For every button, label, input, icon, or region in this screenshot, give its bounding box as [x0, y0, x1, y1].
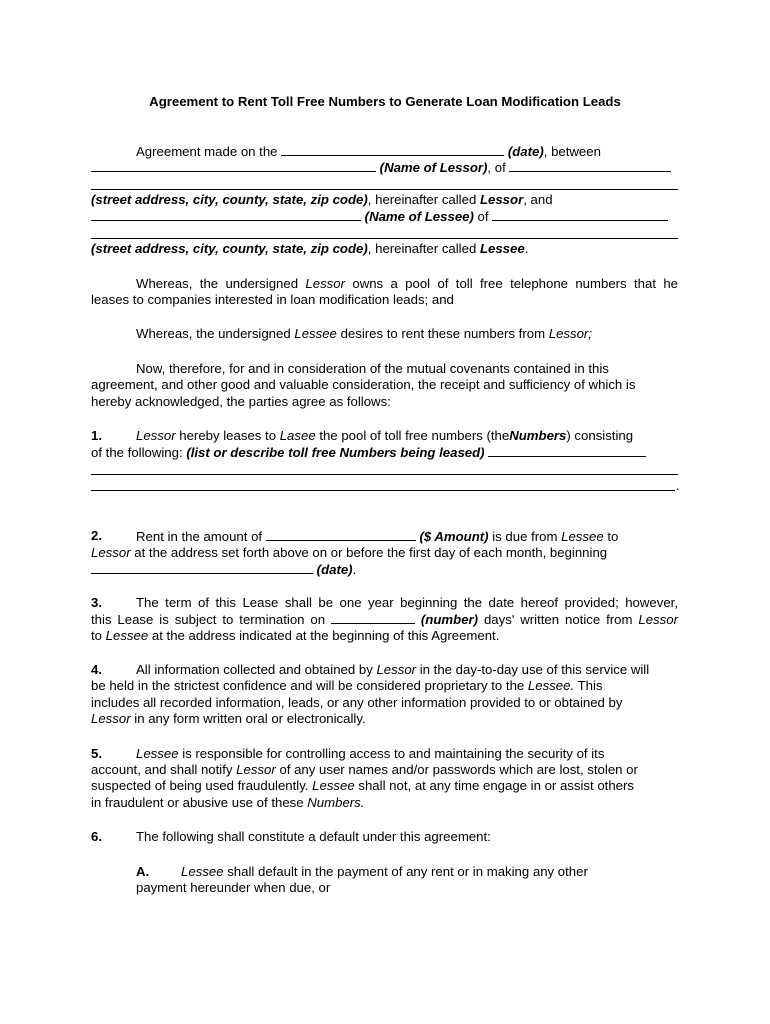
lessor-address-blank [509, 159, 671, 172]
section-3-line-2 [91, 611, 678, 628]
lessee-name-blank [91, 208, 361, 221]
lessor-term: Lessor [236, 762, 276, 777]
text: of [477, 209, 489, 224]
lessor-term: Lessor [91, 711, 131, 726]
section-6-number: 6. [91, 829, 102, 844]
lessor-term: Lessor [91, 545, 131, 560]
text: be held in the strictest confidence and will be considered proprietary to the [91, 678, 525, 693]
section-1-line-2 [91, 444, 646, 461]
notice-days-blank [331, 611, 415, 624]
now-line-3: hereby acknowledged, the parties agree as follows: [91, 394, 391, 409]
text: suspected of being used fraudulently. [91, 778, 309, 793]
lessee-term: Lessee [479, 241, 525, 256]
lessee-term: Lessee [105, 628, 149, 643]
text: is responsible for controlling access to and maintaining the security of its [182, 746, 605, 761]
intro-line-2 [91, 159, 671, 176]
lessor-term: Lessor; [548, 326, 592, 341]
start-date-blank [91, 561, 313, 574]
text: . [352, 562, 357, 577]
lessee-address-line [91, 238, 678, 239]
numbers-term: Numbers. [307, 795, 365, 810]
text: , between [543, 144, 601, 159]
text: shall not, at any time engage in or assist others [358, 778, 634, 793]
numbers-list-blank [488, 444, 646, 457]
section-4-line-4 [91, 711, 366, 727]
numbers-list-label: (list or describe toll free Numbers being leased) [186, 445, 485, 460]
text: This [577, 678, 603, 693]
subsection-a-line-2: payment hereunder when due, or [136, 880, 331, 895]
lessee-term: Lessee [294, 326, 337, 341]
text: in fraudulent or abusive use of these [91, 795, 304, 810]
lessor-term: Lessor [479, 192, 524, 207]
text: shall default in the payment of any rent or in making any other [227, 864, 588, 879]
lessor-term: Lessor [638, 612, 678, 627]
text: at the address set forth above on or before the first day of each month, beginning [134, 545, 608, 560]
now-line-1: Now, therefore, for and in consideration of the mutual covenants contained in this [136, 361, 609, 376]
lessee-term: Lessee [561, 529, 604, 544]
section-1-end: . [676, 478, 680, 493]
text: Agreement made on the [136, 144, 278, 159]
lessee-name-label: (Name of Lessee) [364, 209, 474, 224]
text: to [91, 628, 102, 643]
lessee-term: Lessee [181, 864, 224, 879]
numbers-list-line-1 [91, 474, 678, 475]
text: , hereinafter called [367, 241, 477, 256]
section-3-number: 3. [91, 595, 102, 610]
text: . [524, 241, 529, 256]
section-4-line-3: includes all recorded information, leads, or any other information provided to or obtained by [91, 695, 623, 710]
text: in any form written oral or electronically. [134, 711, 366, 726]
text: of any user names and/or passwords which are lost, stolen or [279, 762, 638, 777]
text: this Lease is subject to termination on [91, 612, 326, 627]
text: days' written notice from [483, 612, 633, 627]
date-label: (date) [316, 562, 353, 577]
section-2-line-3 [91, 561, 356, 578]
now-line-2: agreement, and other good and valuable consideration, the receipt and sufficiency of which is [91, 377, 636, 392]
text: Whereas, the undersigned [136, 276, 299, 291]
section-2-number: 2. [91, 528, 102, 543]
section-5-line-1 [136, 746, 604, 762]
subsection-a-line-1 [181, 864, 588, 880]
whereas1-line-2: leases to companies interested in loan modification leads; and [91, 292, 454, 307]
intro-line-3 [91, 192, 553, 208]
section-5-line-3 [91, 778, 634, 794]
lessor-name-blank [91, 159, 376, 172]
document-title: Agreement to Rent Toll Free Numbers to Generate Loan Modification Leads [149, 94, 621, 109]
text: at the address indicated at the beginning of this Agreement. [151, 628, 500, 643]
lessee-term: Lessee [136, 746, 179, 761]
section-4-line-2 [91, 678, 602, 694]
section-4-line-1 [136, 662, 649, 678]
text: of the following: [91, 445, 183, 460]
whereas1-line-1 [136, 276, 678, 292]
section-3-line-1: The term of this Lease shall be one year beginning the date hereof provided; however, [136, 595, 678, 610]
text: , hereinafter called [367, 192, 477, 207]
text: , of [487, 160, 506, 175]
lessor-term: Lessor [136, 428, 176, 443]
text: Rent in the amount of [136, 529, 263, 544]
section-2-line-1 [136, 528, 618, 545]
address-label: (street address, city, county, state, zip code) [91, 241, 368, 256]
text: the pool of toll free numbers (the [319, 428, 510, 443]
section-4-number: 4. [91, 662, 102, 677]
section-3-line-3 [91, 628, 499, 644]
subsection-a-letter: A. [136, 864, 150, 879]
text: ) consisting [566, 428, 634, 443]
date-blank [281, 143, 504, 156]
lessee-address-blank [492, 208, 668, 221]
intro-line-1 [136, 143, 601, 160]
text: to [607, 529, 619, 544]
section-5-line-4 [91, 795, 364, 811]
lessor-address-line [91, 189, 678, 190]
text: owns a pool of toll free telephone numbers that he [352, 276, 679, 291]
text: , and [523, 192, 553, 207]
text: in the day-to-day use of this service will [419, 662, 650, 677]
text: desires to rent these numbers from [340, 326, 546, 341]
lessor-term: Lessor [305, 276, 345, 291]
lessor-name-label: (Name of Lessor) [379, 160, 488, 175]
intro-line-5 [91, 241, 528, 257]
section-1-number: 1. [91, 428, 102, 443]
text: account, and shall notify [91, 762, 233, 777]
text: hereby leases to [179, 428, 277, 443]
address-label: (street address, city, county, state, zip code) [91, 192, 368, 207]
lessee-term: Lessee [312, 778, 355, 793]
date-label: (date) [507, 144, 544, 159]
text: All information collected and obtained by [136, 662, 373, 677]
section-1-line-1 [136, 428, 633, 444]
amount-blank [266, 528, 416, 541]
section-5-line-2 [91, 762, 638, 778]
lessee-term: Lessee. [527, 678, 575, 693]
lessor-term: Lessor [376, 662, 417, 677]
numbers-list-line-2 [91, 490, 675, 491]
section-6-line-1: The following shall constitute a default under this agreement: [136, 829, 491, 844]
amount-label: ($ Amount) [419, 529, 489, 544]
section-2-line-2 [91, 545, 607, 561]
whereas2-line [136, 326, 592, 342]
text: Whereas, the undersigned [136, 326, 291, 341]
number-label: (number) [420, 612, 479, 627]
section-5-number: 5. [91, 746, 102, 761]
intro-line-4 [91, 208, 668, 225]
lessee-term: Lasee [279, 428, 316, 443]
numbers-term: Numbers [509, 428, 567, 443]
text: is due from [492, 529, 558, 544]
